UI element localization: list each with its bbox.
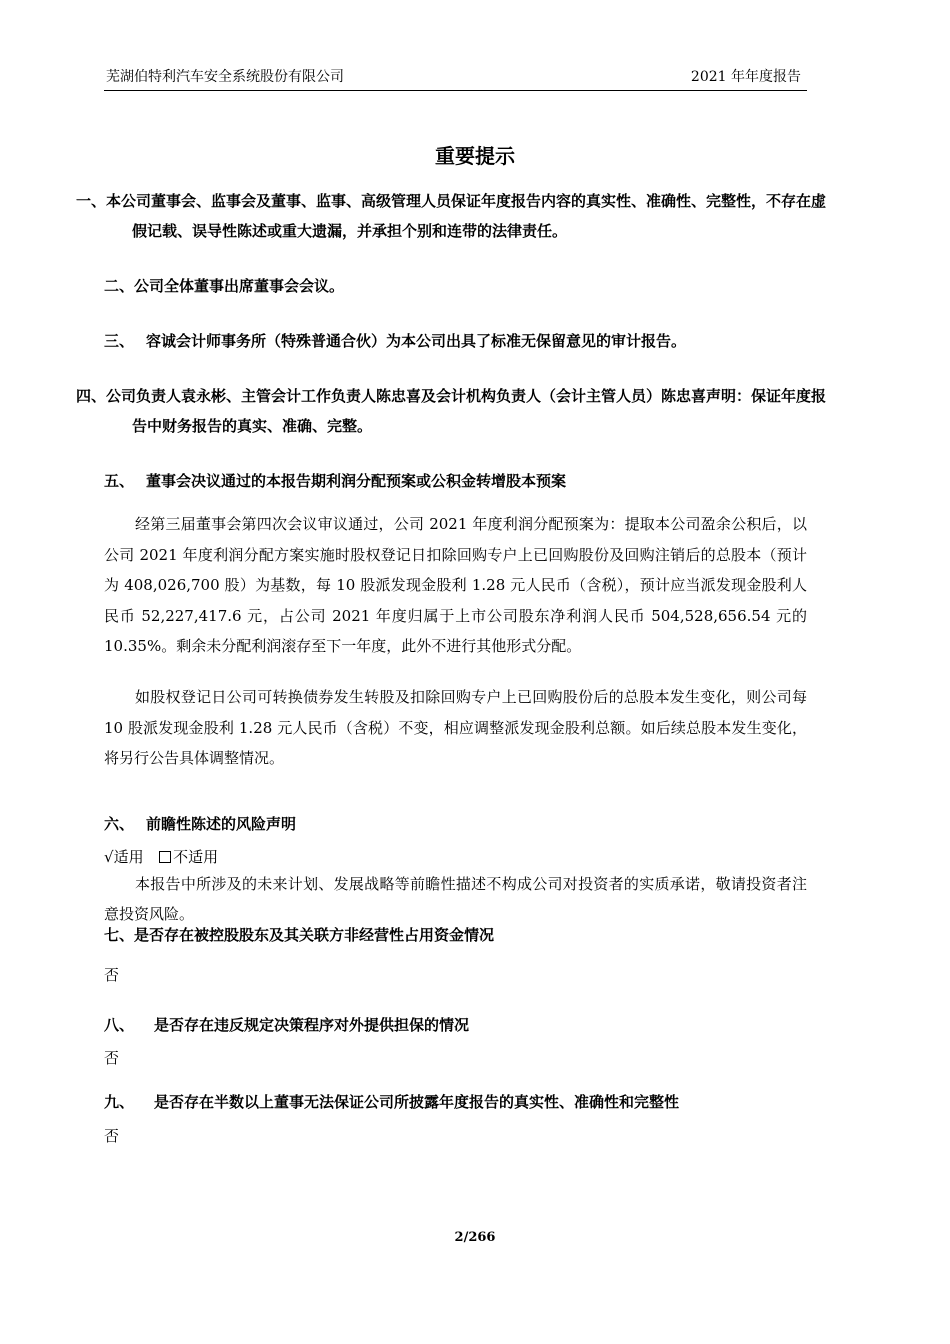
item-7 — [104, 920, 810, 950]
profit-distribution-paragraph: 经第三届董事会第四次会议审议通过，公司 2021 年度利润分配预案为：提取本公司盈余公积后，以公司 2021 年度利润分配方案实施时股权登记日扣除回购专户上已回购股份及回购注销后的总股本（预计为 408,026,700 股）为基数，每 10 股派发现金股利 1.28 元人民币（含税），预计应当派发现金股利人民币 52,227,417.6 元，占公司 2021 年度归属于上市公司股东净利润人民币 504,528,656.54 元的 10.35%。剩余未分配利润滚存至下一年度，此外不进行其他形式分配。 — [104, 515, 807, 655]
item-5-text: 董事会决议通过的本报告期利润分配预案或公积金转增股本预案 — [146, 472, 567, 490]
item-8-answer: 否 — [104, 1049, 120, 1067]
item-6-text: 前瞻性陈述的风险声明 — [146, 815, 297, 833]
item-1-number: 一、 — [76, 192, 107, 210]
item-3-number: 三、 — [104, 332, 135, 350]
item-6-number: 六、 — [104, 815, 135, 833]
item-8-number: 八、 — [104, 1016, 135, 1034]
item-2-number: 二、 — [104, 277, 135, 295]
item-5-number: 五、 — [104, 472, 135, 490]
item-4-text: 公司负责人袁永彬、主管会计工作负责人陈忠喜及会计机构负责人（会计主管人员）陈忠喜声明：保证年度报告中财务报告的真实、准确、完整。 — [106, 387, 827, 435]
item-2 — [104, 271, 810, 301]
item-3-text: 容诚会计师事务所（特殊普通合伙）为本公司出具了标准无保留意见的审计报告。 — [146, 332, 687, 350]
page-title: 重要提示 — [435, 144, 515, 168]
item-5 — [104, 466, 810, 496]
item-4-number: 四、 — [76, 387, 107, 405]
page-header — [104, 64, 807, 91]
item-7-answer: 否 — [104, 966, 120, 984]
applicable-option: 适用 — [113, 848, 144, 866]
item-6 — [104, 809, 810, 839]
item-3 — [104, 326, 810, 356]
header-company: 芜湖伯特利汽车安全系统股份有限公司 — [106, 69, 344, 85]
item-9-answer: 否 — [104, 1127, 120, 1145]
check-mark-icon: √ — [104, 848, 114, 866]
item-9-text: 是否存在半数以上董事无法保证公司所披露年度报告的真实性、准确性和完整性 — [154, 1093, 680, 1111]
header-report-title: 2021 年年度报告 — [690, 69, 801, 85]
unchecked-box-icon — [159, 851, 171, 863]
item-7-text: 是否存在被控股股东及其关联方非经营性占用资金情况 — [134, 926, 495, 944]
item-9-number: 九、 — [104, 1093, 135, 1111]
page-number: 2/266 — [454, 1230, 496, 1245]
item-9 — [104, 1087, 810, 1117]
item-2-text: 公司全体董事出席董事会会议。 — [134, 277, 345, 295]
item-1 — [76, 186, 838, 246]
applicability-row — [104, 846, 218, 867]
not-applicable-option: 不适用 — [173, 848, 219, 866]
item-8-text: 是否存在违反规定决策程序对外提供担保的情况 — [154, 1016, 470, 1034]
item-1-text: 本公司董事会、监事会及董事、监事、高级管理人员保证年度报告内容的真实性、准确性、完整性，不存在虚假记载、误导性陈述或重大遗漏，并承担个别和连带的法律责任。 — [106, 192, 827, 240]
item-7-number: 七、 — [104, 926, 135, 944]
item-8 — [104, 1010, 810, 1040]
forward-looking-paragraph: 本报告中所涉及的未来计划、发展战略等前瞻性描述不构成公司对投资者的实质承诺，敬请投资者注意投资风险。 — [104, 875, 807, 923]
convertible-bond-paragraph: 如股权登记日公司可转换债券发生转股及扣除回购专户上已回购股份后的总股本发生变化，则公司每 10 股派发现金股利 1.28 元人民币（含税）不变，相应调整派发现金股利总额。如后续总股本发生变化，将另行公告具体调整情况。 — [104, 688, 807, 767]
item-4 — [76, 381, 838, 441]
